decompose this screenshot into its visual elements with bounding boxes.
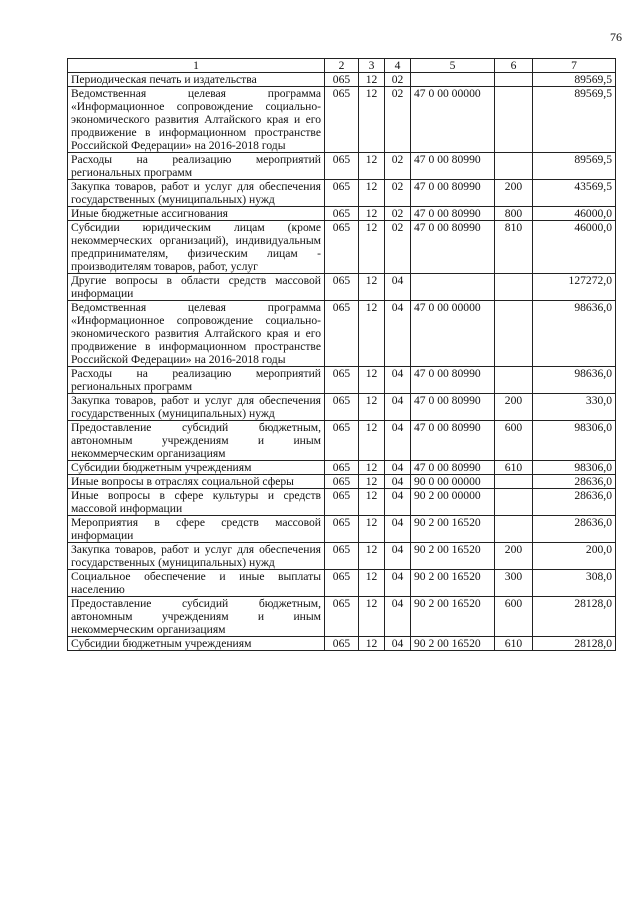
row-code-cell: 065: [325, 475, 359, 489]
table-row: [68, 153, 616, 180]
row-name-cell: Социальное обеспечение и иные выплаты населению: [68, 570, 325, 597]
table-row: [68, 180, 616, 207]
row-section-cell: 12: [359, 421, 385, 461]
table-row: [68, 367, 616, 394]
row-code-cell: 065: [325, 367, 359, 394]
table-row: [68, 570, 616, 597]
row-subsection-cell: 04: [385, 543, 411, 570]
table-row: [68, 221, 616, 274]
row-subsection-cell: 04: [385, 637, 411, 651]
row-subsection-cell: 04: [385, 516, 411, 543]
row-expense-type-cell: 810: [495, 221, 533, 274]
row-target-article-cell: 90 2 00 16520: [411, 637, 495, 651]
row-section-cell: 12: [359, 570, 385, 597]
table-header-row: [68, 59, 616, 73]
table-row: [68, 87, 616, 153]
row-expense-type-cell: [495, 475, 533, 489]
row-code-cell: 065: [325, 153, 359, 180]
row-section-cell: 12: [359, 180, 385, 207]
table-row: [68, 516, 616, 543]
table-row: [68, 597, 616, 637]
row-expense-type-cell: 610: [495, 637, 533, 651]
row-sum-cell: 98636,0: [533, 301, 616, 367]
column-header: 3: [359, 59, 385, 73]
row-code-cell: 065: [325, 543, 359, 570]
table-row: [68, 73, 616, 87]
row-sum-cell: 46000,0: [533, 221, 616, 274]
row-name-cell: Субсидии бюджетным учреждениям: [68, 637, 325, 651]
row-expense-type-cell: [495, 274, 533, 301]
row-sum-cell: 89569,5: [533, 73, 616, 87]
row-target-article-cell: 47 0 00 80990: [411, 461, 495, 475]
row-code-cell: 065: [325, 489, 359, 516]
row-expense-type-cell: [495, 153, 533, 180]
budget-table: [67, 58, 616, 651]
row-name-cell: Иные вопросы в отраслях социальной сферы: [68, 475, 325, 489]
column-header: 7: [533, 59, 616, 73]
row-subsection-cell: 04: [385, 489, 411, 516]
row-target-article-cell: 90 2 00 16520: [411, 543, 495, 570]
table-row: [68, 274, 616, 301]
row-sum-cell: 28128,0: [533, 597, 616, 637]
row-name-cell: Другие вопросы в области средств массовой информации: [68, 274, 325, 301]
row-expense-type-cell: 610: [495, 461, 533, 475]
row-section-cell: 12: [359, 489, 385, 516]
row-name-cell: Закупка товаров, работ и услуг для обеспечения государственных (муниципальных) нужд: [68, 394, 325, 421]
row-code-cell: 065: [325, 207, 359, 221]
row-expense-type-cell: [495, 87, 533, 153]
row-name-cell: Субсидии юридическим лицам (кроме некоммерческих организаций), индивидуальным предпринимателям, физическим лицам - производителям товаров, работ, услуг: [68, 221, 325, 274]
row-section-cell: 12: [359, 87, 385, 153]
row-section-cell: 12: [359, 516, 385, 543]
row-expense-type-cell: 200: [495, 394, 533, 421]
row-expense-type-cell: 300: [495, 570, 533, 597]
row-code-cell: 065: [325, 87, 359, 153]
table-row: [68, 489, 616, 516]
row-name-cell: Закупка товаров, работ и услуг для обеспечения государственных (муниципальных) нужд: [68, 180, 325, 207]
row-subsection-cell: 04: [385, 394, 411, 421]
row-sum-cell: 28128,0: [533, 637, 616, 651]
row-expense-type-cell: 800: [495, 207, 533, 221]
row-target-article-cell: 90 0 00 00000: [411, 475, 495, 489]
row-code-cell: 065: [325, 301, 359, 367]
row-name-cell: Ведомственная целевая программа «Информационное сопровождение социально-экономического развития Алтайского края и его продвижение в информационном пространстве Российской Федерации» на 2016-2018 годы: [68, 87, 325, 153]
row-subsection-cell: 04: [385, 301, 411, 367]
row-section-cell: 12: [359, 73, 385, 87]
row-code-cell: 065: [325, 461, 359, 475]
row-expense-type-cell: [495, 73, 533, 87]
column-header: 2: [325, 59, 359, 73]
row-target-article-cell: [411, 73, 495, 87]
row-section-cell: 12: [359, 367, 385, 394]
row-section-cell: 12: [359, 475, 385, 489]
row-code-cell: 065: [325, 637, 359, 651]
row-target-article-cell: 47 0 00 80990: [411, 207, 495, 221]
row-subsection-cell: 02: [385, 73, 411, 87]
row-section-cell: 12: [359, 461, 385, 475]
row-subsection-cell: 02: [385, 87, 411, 153]
row-section-cell: 12: [359, 637, 385, 651]
row-code-cell: 065: [325, 570, 359, 597]
row-code-cell: 065: [325, 180, 359, 207]
column-header: 6: [495, 59, 533, 73]
row-name-cell: Предоставление субсидий бюджетным, автономным учреждениям и иным некоммерческим организациям: [68, 597, 325, 637]
row-sum-cell: 127272,0: [533, 274, 616, 301]
row-target-article-cell: 47 0 00 80990: [411, 221, 495, 274]
row-subsection-cell: 04: [385, 461, 411, 475]
row-name-cell: Периодическая печать и издательства: [68, 73, 325, 87]
row-section-cell: 12: [359, 221, 385, 274]
row-subsection-cell: 04: [385, 475, 411, 489]
table-row: [68, 461, 616, 475]
table-row: [68, 637, 616, 651]
row-subsection-cell: 04: [385, 274, 411, 301]
row-section-cell: 12: [359, 301, 385, 367]
row-sum-cell: 28636,0: [533, 475, 616, 489]
table-row: [68, 394, 616, 421]
row-expense-type-cell: [495, 516, 533, 543]
row-target-article-cell: 47 0 00 00000: [411, 87, 495, 153]
row-target-article-cell: 47 0 00 80990: [411, 421, 495, 461]
row-subsection-cell: 02: [385, 153, 411, 180]
row-subsection-cell: 02: [385, 207, 411, 221]
table-row: [68, 543, 616, 570]
row-name-cell: Субсидии бюджетным учреждениям: [68, 461, 325, 475]
row-section-cell: 12: [359, 394, 385, 421]
row-target-article-cell: 47 0 00 80990: [411, 394, 495, 421]
row-section-cell: 12: [359, 543, 385, 570]
row-code-cell: 065: [325, 221, 359, 274]
table-row: [68, 475, 616, 489]
row-section-cell: 12: [359, 153, 385, 180]
row-sum-cell: 330,0: [533, 394, 616, 421]
row-subsection-cell: 04: [385, 367, 411, 394]
row-sum-cell: 98306,0: [533, 421, 616, 461]
row-expense-type-cell: 200: [495, 180, 533, 207]
page-number: 76: [610, 30, 622, 44]
row-subsection-cell: 04: [385, 570, 411, 597]
row-code-cell: 065: [325, 597, 359, 637]
table-body: [68, 59, 616, 651]
row-name-cell: Иные бюджетные ассигнования: [68, 207, 325, 221]
row-code-cell: 065: [325, 274, 359, 301]
row-sum-cell: 200,0: [533, 543, 616, 570]
row-section-cell: 12: [359, 597, 385, 637]
row-name-cell: Мероприятия в сфере средств массовой информации: [68, 516, 325, 543]
row-name-cell: Расходы на реализацию мероприятий региональных программ: [68, 367, 325, 394]
row-sum-cell: 89569,5: [533, 153, 616, 180]
row-target-article-cell: 47 0 00 00000: [411, 301, 495, 367]
row-expense-type-cell: 200: [495, 543, 533, 570]
row-sum-cell: 28636,0: [533, 516, 616, 543]
row-subsection-cell: 04: [385, 597, 411, 637]
table-row: [68, 207, 616, 221]
row-subsection-cell: 04: [385, 421, 411, 461]
row-expense-type-cell: 600: [495, 421, 533, 461]
column-header: 4: [385, 59, 411, 73]
row-target-article-cell: 90 2 00 16520: [411, 570, 495, 597]
row-code-cell: 065: [325, 394, 359, 421]
row-sum-cell: 28636,0: [533, 489, 616, 516]
row-sum-cell: 46000,0: [533, 207, 616, 221]
row-sum-cell: 89569,5: [533, 87, 616, 153]
row-subsection-cell: 02: [385, 180, 411, 207]
row-name-cell: Иные вопросы в сфере культуры и средств массовой информации: [68, 489, 325, 516]
row-section-cell: 12: [359, 207, 385, 221]
row-sum-cell: 98306,0: [533, 461, 616, 475]
row-target-article-cell: [411, 274, 495, 301]
row-expense-type-cell: [495, 301, 533, 367]
row-sum-cell: 308,0: [533, 570, 616, 597]
row-name-cell: Предоставление субсидий бюджетным, автономным учреждениям и иным некоммерческим организациям: [68, 421, 325, 461]
row-expense-type-cell: [495, 367, 533, 394]
row-sum-cell: 43569,5: [533, 180, 616, 207]
row-subsection-cell: 02: [385, 221, 411, 274]
table-row: [68, 301, 616, 367]
row-target-article-cell: 90 2 00 00000: [411, 489, 495, 516]
row-target-article-cell: 47 0 00 80990: [411, 180, 495, 207]
row-expense-type-cell: 600: [495, 597, 533, 637]
row-sum-cell: 98636,0: [533, 367, 616, 394]
row-code-cell: 065: [325, 421, 359, 461]
row-name-cell: Расходы на реализацию мероприятий региональных программ: [68, 153, 325, 180]
row-name-cell: Ведомственная целевая программа «Информационное сопровождение социально-экономического развития Алтайского края и его продвижение в информационном пространстве Российской Федерации» на 2016-2018 годы: [68, 301, 325, 367]
row-name-cell: Закупка товаров, работ и услуг для обеспечения государственных (муниципальных) нужд: [68, 543, 325, 570]
row-section-cell: 12: [359, 274, 385, 301]
table-row: [68, 421, 616, 461]
row-target-article-cell: 47 0 00 80990: [411, 153, 495, 180]
row-code-cell: 065: [325, 516, 359, 543]
row-target-article-cell: 90 2 00 16520: [411, 597, 495, 637]
column-header: 1: [68, 59, 325, 73]
row-target-article-cell: 47 0 00 80990: [411, 367, 495, 394]
column-header: 5: [411, 59, 495, 73]
row-expense-type-cell: [495, 489, 533, 516]
row-code-cell: 065: [325, 73, 359, 87]
row-target-article-cell: 90 2 00 16520: [411, 516, 495, 543]
